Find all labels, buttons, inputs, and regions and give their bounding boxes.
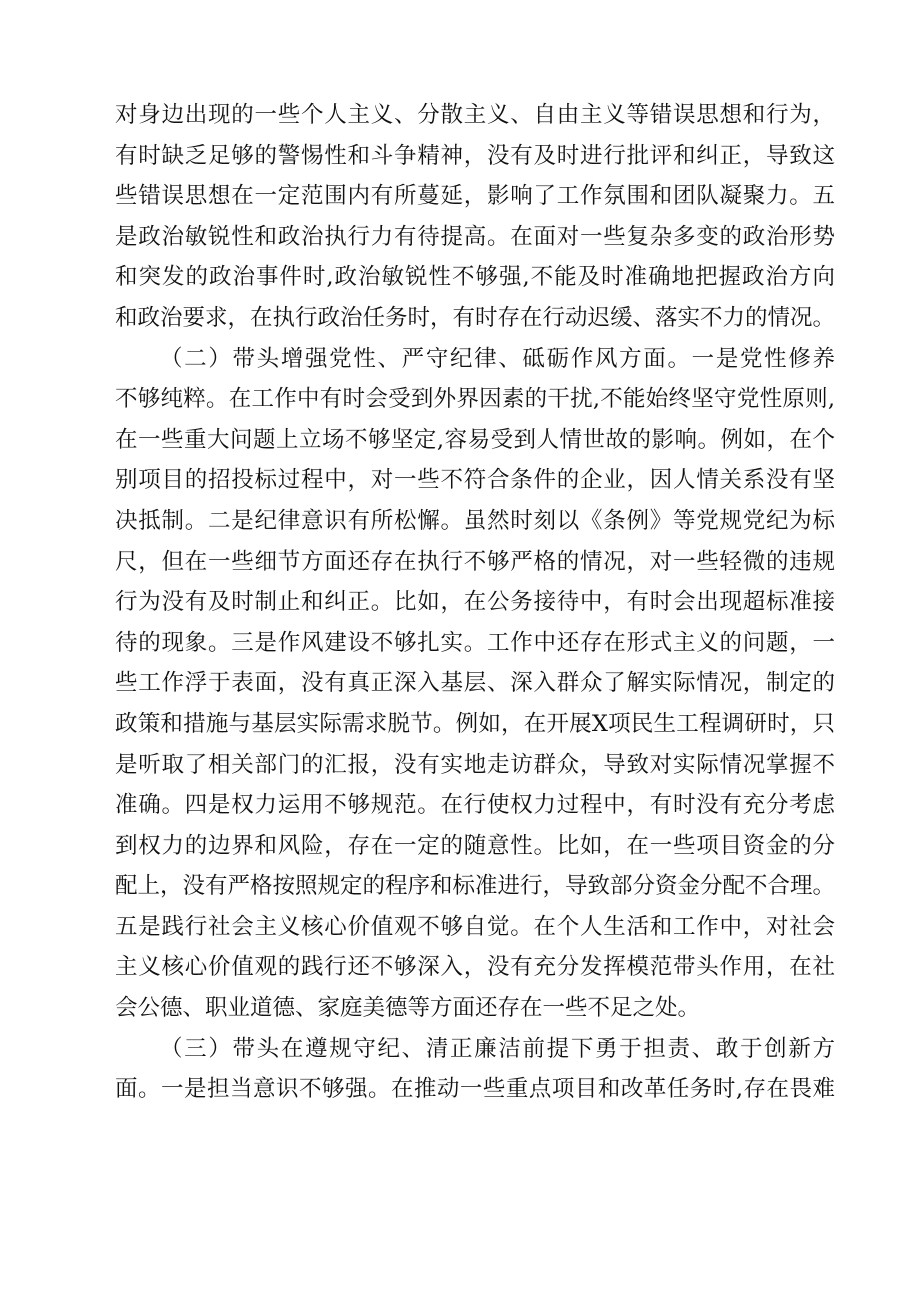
text-line: 决抵制。二是纪律意识有所松懈。虽然时刻以《条例》等党规党纪为标 bbox=[115, 507, 835, 534]
text-line: 对身边出现的一些个人主义、分散主义、自由主义等错误思想和行为， bbox=[115, 102, 835, 128]
text-line: 在一些重大问题上立场不够坚定,容易受到人情世故的影响。例如，在个 bbox=[115, 426, 835, 453]
text-line: 些工作浮于表面，没有真正深入基层、深入群众了解实际情况，制定的 bbox=[115, 670, 835, 697]
text-line: （二）带头增强党性、严守纪律、砥砺作风方面。一是党性修养 bbox=[160, 345, 835, 372]
text-line: 面。一是担当意识不够强。在推动一些重点项目和改革任务时,存在畏难 bbox=[115, 1076, 835, 1103]
text-line: 行为没有及时制止和纠正。比如，在公务接待中，有时会出现超标准接 bbox=[115, 589, 835, 616]
text-line: 尺，但在一些细节方面还存在执行不够严格的情况，对一些轻微的违规 bbox=[115, 548, 835, 575]
text-line: 不够纯粹。在工作中有时会受到外界因素的干扰,不能始终坚守党性原则, bbox=[115, 386, 835, 413]
body-text bbox=[115, 95, 835, 1110]
text-line: 些错误思想在一定范围内有所蔓延，影响了工作氛围和团队凝聚力。五 bbox=[115, 183, 835, 210]
text-line: 是听取了相关部门的汇报，没有实地走访群众，导致对实际情况掌握不 bbox=[115, 751, 835, 778]
text-line: 有时缺乏足够的警惕性和斗争精神，没有及时进行批评和纠正，导致这 bbox=[115, 142, 835, 169]
text-line: （三）带头在遵规守纪、清正廉洁前提下勇于担责、敢于创新方 bbox=[160, 1035, 835, 1062]
text-line: 会公德、职业道德、家庭美德等方面还存在一些不足之处。 bbox=[115, 995, 701, 1022]
text-line: 待的现象。三是作风建设不够扎实。工作中还存在形式主义的问题，一 bbox=[115, 629, 835, 656]
text-line: 是政治敏锐性和政治执行力有待提高。在面对一些复杂多变的政治形势 bbox=[115, 223, 835, 250]
text-line: 配上，没有严格按照规定的程序和标准进行，导致部分资金分配不合理。 bbox=[115, 873, 836, 900]
text-line: 和政治要求，在执行政治任务时，有时存在行动迟缓、落实不力的情况。 bbox=[115, 304, 836, 331]
text-line: 五是践行社会主义核心价值观不够自觉。在个人生活和工作中，对社会 bbox=[115, 913, 835, 940]
text-line: 到权力的边界和风险，存在一定的随意性。比如，在一些项目资金的分 bbox=[115, 832, 835, 859]
text-line: 准确。四是权力运用不够规范。在行使权力过程中，有时没有充分考虑 bbox=[115, 792, 835, 819]
text-line: 主义核心价值观的践行还不够深入，没有充分发挥模范带头作用，在社 bbox=[115, 954, 835, 981]
text-line: 政策和措施与基层实际需求脱节。例如，在开展X项民生工程调研时，只 bbox=[115, 710, 835, 737]
text-line: 和突发的政治事件时,政治敏锐性不够强,不能及时准确地把握政治方向 bbox=[115, 264, 835, 291]
text-line: 别项目的招投标过程中，对一些不符合条件的企业，因人情关系没有坚 bbox=[115, 467, 835, 494]
